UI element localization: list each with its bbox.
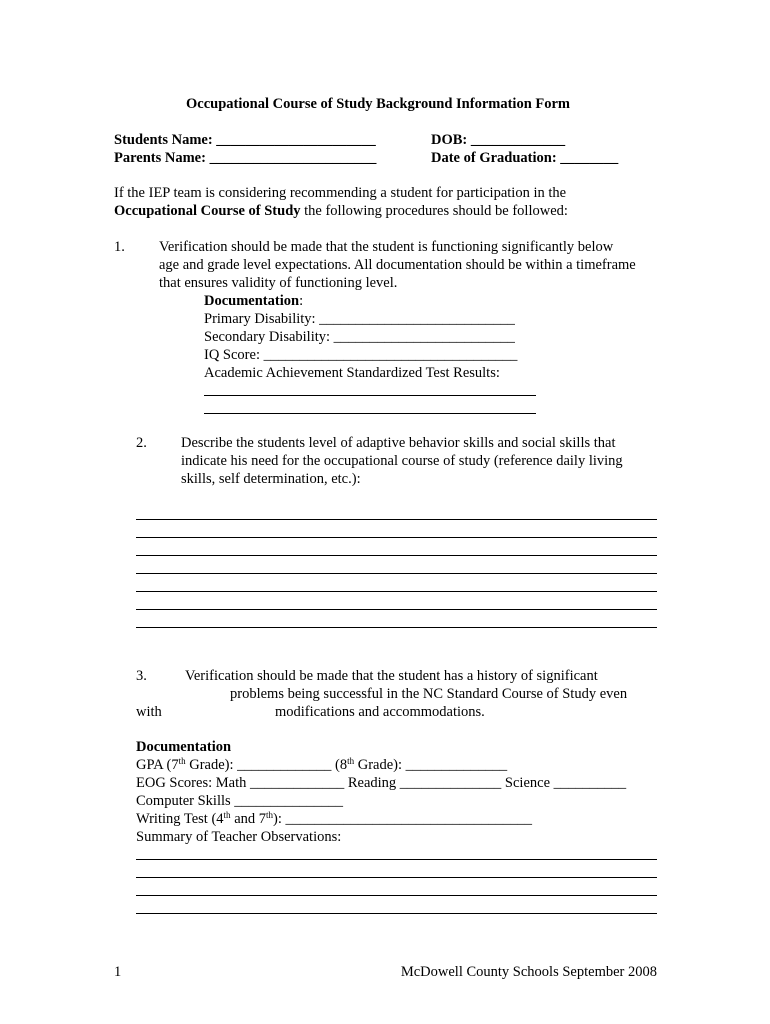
secondary-disability-field: Secondary Disability: _________________________ bbox=[204, 329, 515, 345]
observation-answer-line bbox=[136, 859, 657, 860]
graduation-date-field: Date of Graduation: ________ bbox=[431, 150, 619, 166]
academic-achievement-label: Academic Achievement Standardized Test Results: bbox=[204, 365, 500, 381]
intro-line-1: If the IEP team is considering recommending a student for participation in the bbox=[114, 185, 567, 201]
intro-line-2-rest: the following procedures should be followed: bbox=[300, 203, 568, 219]
writing-test-field bbox=[136, 810, 532, 828]
primary-disability-field: Primary Disability: ___________________________ bbox=[204, 311, 515, 327]
intro-line-2 bbox=[114, 202, 568, 220]
adaptive-answer-line bbox=[136, 573, 657, 574]
teacher-observations-label: Summary of Teacher Observations: bbox=[136, 829, 342, 845]
adaptive-answer-line bbox=[136, 537, 657, 538]
gpa-field bbox=[136, 756, 507, 774]
gpa-text: GPA (7 bbox=[136, 757, 179, 773]
adaptive-answer-line bbox=[136, 555, 657, 556]
iq-score-field: IQ Score: ___________________________________ bbox=[204, 347, 518, 363]
adaptive-answer-line bbox=[136, 627, 657, 628]
academic-answer-line-1 bbox=[204, 395, 536, 396]
documentation-label: Documentation bbox=[204, 293, 300, 309]
footer-credit: McDowell County Schools September 2008 bbox=[400, 964, 657, 980]
dob-field: DOB: _____________ bbox=[431, 132, 566, 148]
documentation-colon: : bbox=[299, 293, 304, 309]
section-1-number: 1. bbox=[114, 239, 125, 255]
writing-text: and 7 bbox=[230, 811, 266, 827]
section-3-line-2: problems being successful in the NC Standard Course of Study even bbox=[230, 686, 628, 702]
gpa-superscript: th bbox=[347, 756, 355, 766]
adaptive-answer-line bbox=[136, 519, 657, 520]
students-name-field: Students Name: ______________________ bbox=[114, 132, 376, 148]
section-2-line-1: Describe the students level of adaptive behavior skills and social skills that bbox=[181, 435, 616, 451]
gpa-superscript: th bbox=[178, 756, 186, 766]
page-title: Occupational Course of Study Background Information Form bbox=[186, 96, 571, 112]
gpa-text: Grade): _____________ (8 bbox=[185, 757, 348, 773]
computer-skills-field: Computer Skills _______________ bbox=[136, 793, 344, 809]
eog-scores-field: EOG Scores: Math _____________ Reading ______________ Science __________ bbox=[136, 775, 627, 791]
parents-name-field: Parents Name: _______________________ bbox=[114, 150, 377, 166]
section-2-line-3: skills, self determination, etc.): bbox=[181, 471, 361, 487]
section-1-line-2: age and grade level expectations. All documentation should be within a timeframe bbox=[159, 257, 636, 273]
section-3-line-1: Verification should be made that the student has a history of significant bbox=[185, 668, 598, 684]
adaptive-answer-line bbox=[136, 609, 657, 610]
writing-superscript: th bbox=[266, 810, 274, 820]
section-3-number: 3. bbox=[136, 668, 147, 684]
intro-course-name: Occupational Course of Study bbox=[114, 203, 301, 219]
section-2-line-2: indicate his need for the occupational course of study (reference daily living bbox=[181, 453, 623, 469]
section-2-number: 2. bbox=[136, 435, 147, 451]
writing-superscript: th bbox=[223, 810, 231, 820]
section-3-line-3-end: modifications and accommodations. bbox=[275, 704, 485, 720]
section-3-line-3-start: with bbox=[136, 704, 162, 720]
writing-text: ): __________________________________ bbox=[273, 811, 532, 827]
academic-answer-line-2 bbox=[204, 413, 536, 414]
adaptive-answer-line bbox=[136, 591, 657, 592]
observation-answer-line bbox=[136, 913, 657, 914]
section-1-documentation-heading bbox=[204, 292, 303, 310]
section-1-line-1: Verification should be made that the student is functioning significantly below bbox=[159, 239, 614, 255]
section-1-line-3: that ensures validity of functioning level. bbox=[159, 275, 398, 291]
gpa-text: Grade): ______________ bbox=[354, 757, 508, 773]
writing-text: Writing Test (4 bbox=[136, 811, 224, 827]
observation-answer-line bbox=[136, 877, 657, 878]
section-3-documentation-heading: Documentation bbox=[136, 739, 232, 755]
page-number: 1 bbox=[114, 964, 122, 980]
observation-answer-line bbox=[136, 895, 657, 896]
